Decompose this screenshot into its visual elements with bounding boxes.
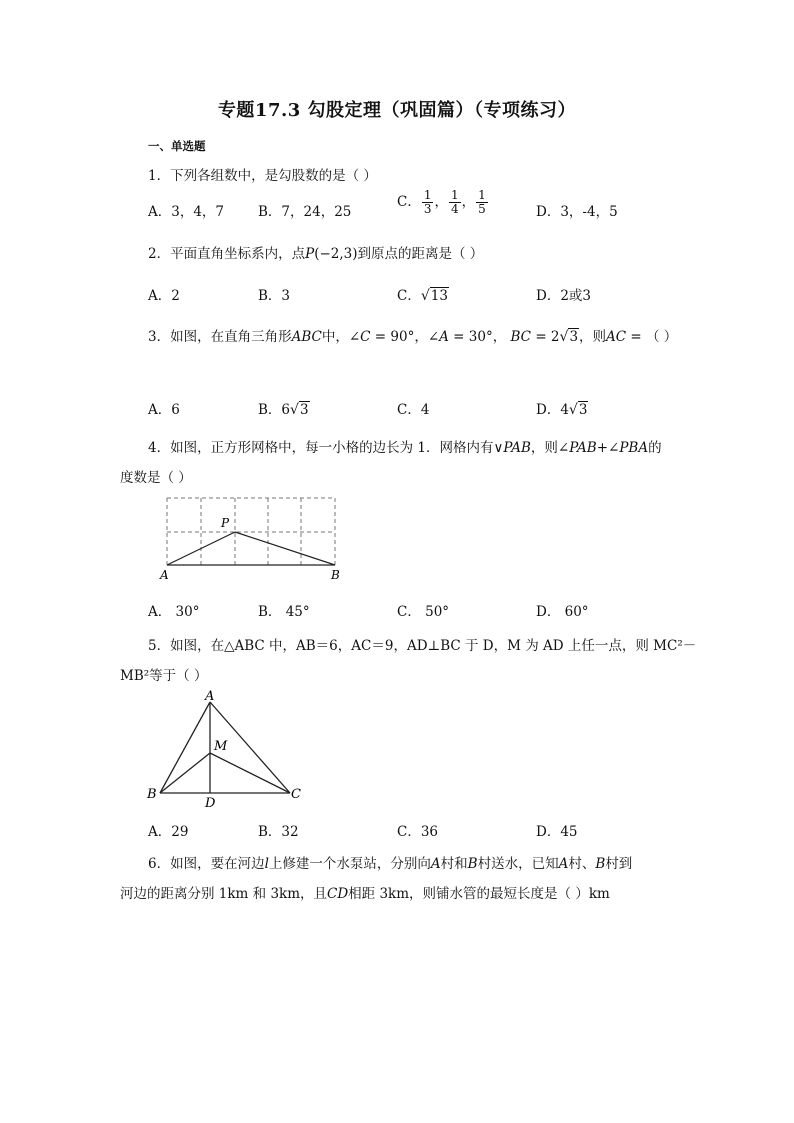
q2-option-c: C．√13 [397, 288, 448, 304]
q5-triangle-figure [140, 686, 315, 811]
q5-label-c: C [291, 787, 301, 802]
q5-label-a: A [205, 689, 215, 704]
q5-segment-mc [210, 753, 290, 793]
q4-segment-pb [235, 532, 335, 565]
q5-label-b: B [147, 787, 157, 802]
q2-option-b: B．3 [258, 288, 291, 304]
q4-label-a: A [160, 568, 169, 582]
section-heading: 一、单选题 [148, 139, 206, 153]
q5-label-d: D [205, 796, 216, 811]
q1-option-c: C． $\frac{1}{3}$ ， $\frac{1}{4}$ ， $\frac{1}{5}$ [397, 188, 486, 216]
page-title: 专题17.3 勾股定理（巩固篇）（专项练习） [217, 100, 577, 121]
question-2-stem: 2．平面直角坐标系内，点P(−2,3)到原点的距离是（ ） [148, 246, 484, 262]
q5-label-m: M [214, 739, 228, 754]
q5-option-c: C．36 [397, 824, 439, 840]
q1-option-d: D．3，-4，5 [536, 204, 618, 220]
q4-label-b: B [331, 568, 340, 582]
q5-option-d: D．45 [536, 824, 578, 840]
question-6-stem-line1: 6．如图，要在河边l上修建一个水泵站，分别向A村和B村送水，已知A村、B村到 [148, 856, 633, 872]
q1-option-b: B．7，24，25 [258, 204, 352, 220]
q3-option-c: C．4 [397, 402, 430, 418]
question-4-stem-line2: 度数是（ ） [120, 470, 192, 486]
q3-option-a: A．6 [148, 402, 180, 418]
question-1-stem: 1．下列各组数中，是勾股数的是（ ） [148, 168, 377, 184]
q5-segment-bm [160, 753, 210, 793]
q4-option-a: A． 30° [148, 604, 200, 620]
question-3-stem: 3．如图，在直角三角形ABC中，∠C = 90°，∠A = 30°， BC = 2√3，则AC = （ ） [148, 329, 678, 345]
question-6-stem-line2: 河边的距离分别 1km 和 3km，且CD相距 3km，则铺水管的最短长度是（ ）km [120, 886, 610, 902]
question-5-stem-line1: 5．如图，在△ABC 中，AB＝6，AC＝9，AD⊥BC 于 D，M 为 AD 上任一点，则 MC²－ [148, 638, 697, 654]
q5-option-a: A．29 [148, 824, 189, 840]
q4-option-b: B． 45° [258, 604, 310, 620]
q1-option-a: A．3，4，7 [148, 204, 225, 220]
q5-option-b: B．32 [258, 824, 299, 840]
q4-option-d: D． 60° [536, 604, 589, 620]
q1-frac-2: $\frac{1}{4}$ [450, 188, 459, 216]
q2-option-d: D．2或3 [536, 288, 592, 304]
q1-frac-3: $\frac{1}{5}$ [478, 188, 486, 216]
q4-grid-lines [167, 498, 335, 565]
q4-option-c: C． 50° [397, 604, 450, 620]
q4-label-p: P [221, 516, 230, 530]
q4-grid-figure [155, 492, 355, 584]
q1-frac-1: $\frac{1}{3}$ [423, 188, 432, 216]
question-5-stem-line2: MB²等于（ ） [120, 668, 208, 684]
question-4-stem-line1: 4．如图，正方形网格中，每一小格的边长为 1．网格内有∨PAB，则∠PAB+∠PBA的 [148, 440, 662, 456]
q3-option-b: B．6√3 [258, 402, 309, 418]
q3-option-d: D．4√3 [536, 402, 588, 418]
q2-option-a: A．2 [148, 288, 180, 304]
q5-segment-ab [160, 702, 210, 793]
